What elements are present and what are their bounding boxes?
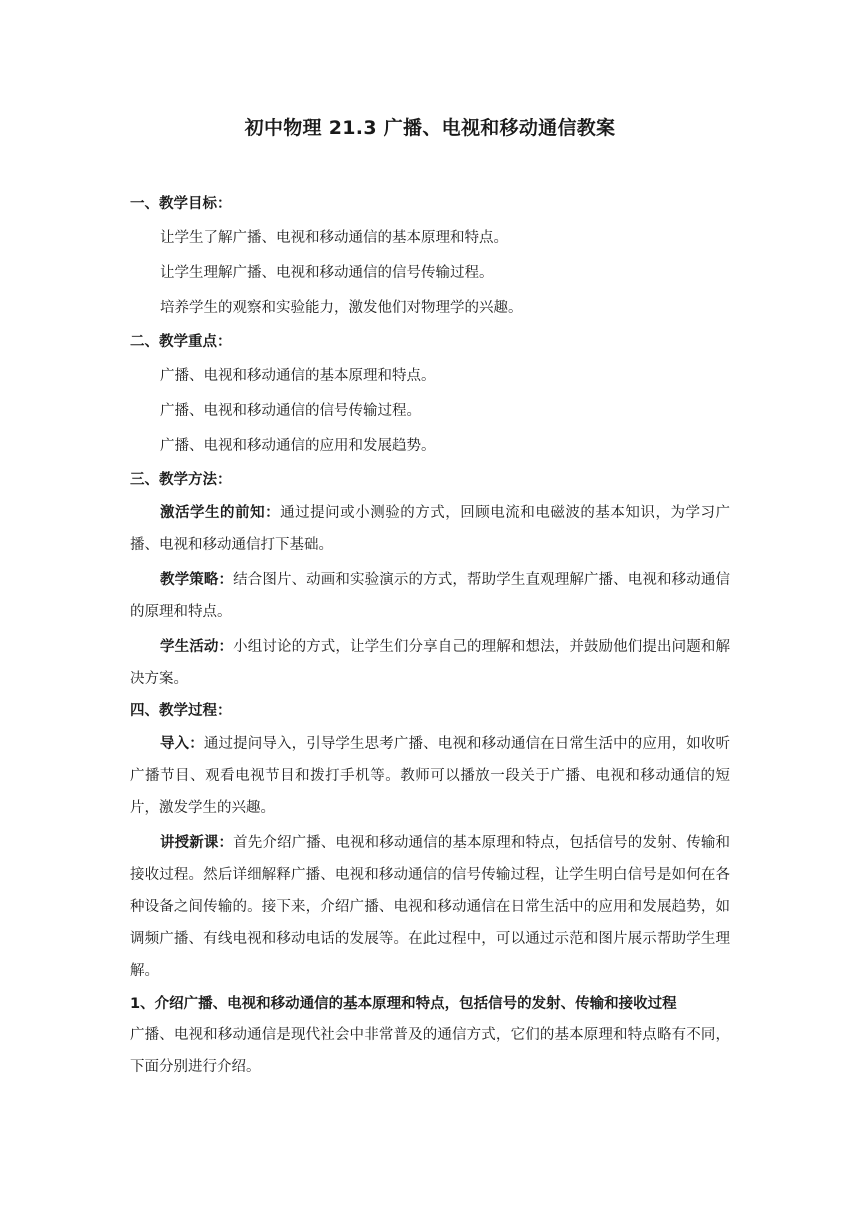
- subsection-text: 广播、电视和移动通信是现代社会中非常普及的通信方式，它们的基本原理和特点略有不同，下面分别进行介绍。: [130, 1027, 730, 1075]
- section-heading-process: 四、教学过程：: [130, 703, 232, 719]
- method-paragraph: [130, 631, 730, 695]
- document-title: 初中物理 21.3 广播、电视和移动通信教案: [244, 117, 616, 139]
- section-heading-key-points: 二、教学重点：: [130, 334, 232, 350]
- key-point-item: 广播、电视和移动通信的信号传输过程。: [160, 403, 421, 419]
- document-body: [130, 188, 730, 1083]
- process-lead: 导入：: [160, 736, 204, 752]
- method-paragraph: [130, 564, 730, 628]
- process-paragraph: [130, 827, 730, 987]
- process-lead: 讲授新课：: [160, 835, 234, 851]
- key-point-item: 广播、电视和移动通信的基本原理和特点。: [160, 368, 436, 384]
- objective-item: 让学生理解广播、电视和移动通信的信号传输过程。: [160, 265, 494, 281]
- section-heading-objectives: 一、教学目标：: [130, 196, 232, 212]
- method-lead: 教学策略：: [160, 572, 234, 588]
- section-heading-methods: 三、教学方法：: [130, 472, 232, 488]
- process-text: 通过提问导入，引导学生思考广播、电视和移动通信在日常生活中的应用，如收听广播节目、观看电视节目和拨打手机等。教师可以播放一段关于广播、电视和移动通信的短片，激发学生的兴趣。: [130, 736, 731, 816]
- objective-item: 让学生了解广播、电视和移动通信的基本原理和特点。: [160, 230, 508, 246]
- method-paragraph: [130, 497, 730, 561]
- method-lead: 激活学生的前知：: [160, 505, 281, 521]
- method-text: 小组讨论的方式，让学生们分享自己的理解和想法，并鼓励他们提出问题和解决方案。: [130, 639, 730, 687]
- key-point-item: 广播、电视和移动通信的应用和发展趋势。: [160, 438, 436, 454]
- objective-item: 培养学生的观察和实验能力，激发他们对物理学的兴趣。: [160, 300, 523, 316]
- subsection-heading: 1、介绍广播、电视和移动通信的基本原理和特点，包括信号的发射、传输和接收过程: [130, 996, 677, 1012]
- process-text: 首先介绍广播、电视和移动通信的基本原理和特点，包括信号的发射、传输和接收过程。然后详细解释广播、电视和移动通信的信号传输过程，让学生明白信号是如何在各种设备之间传输的。接下来，介绍广播、电视和移动通信在日常生活中的应用和发展趋势，如调频广播、有线电视和移动电话的发展等。在此过程中，可以通过示范和图片展示帮助学生理解。: [130, 835, 730, 979]
- method-text: 结合图片、动画和实验演示的方式，帮助学生直观理解广播、电视和移动通信的原理和特点。: [130, 572, 730, 620]
- method-text: 通过提问或小测验的方式，回顾电流和电磁波的基本知识，为学习广播、电视和移动通信打下基础。: [130, 505, 730, 553]
- method-lead: 学生活动：: [160, 639, 234, 655]
- process-paragraph: [130, 728, 730, 824]
